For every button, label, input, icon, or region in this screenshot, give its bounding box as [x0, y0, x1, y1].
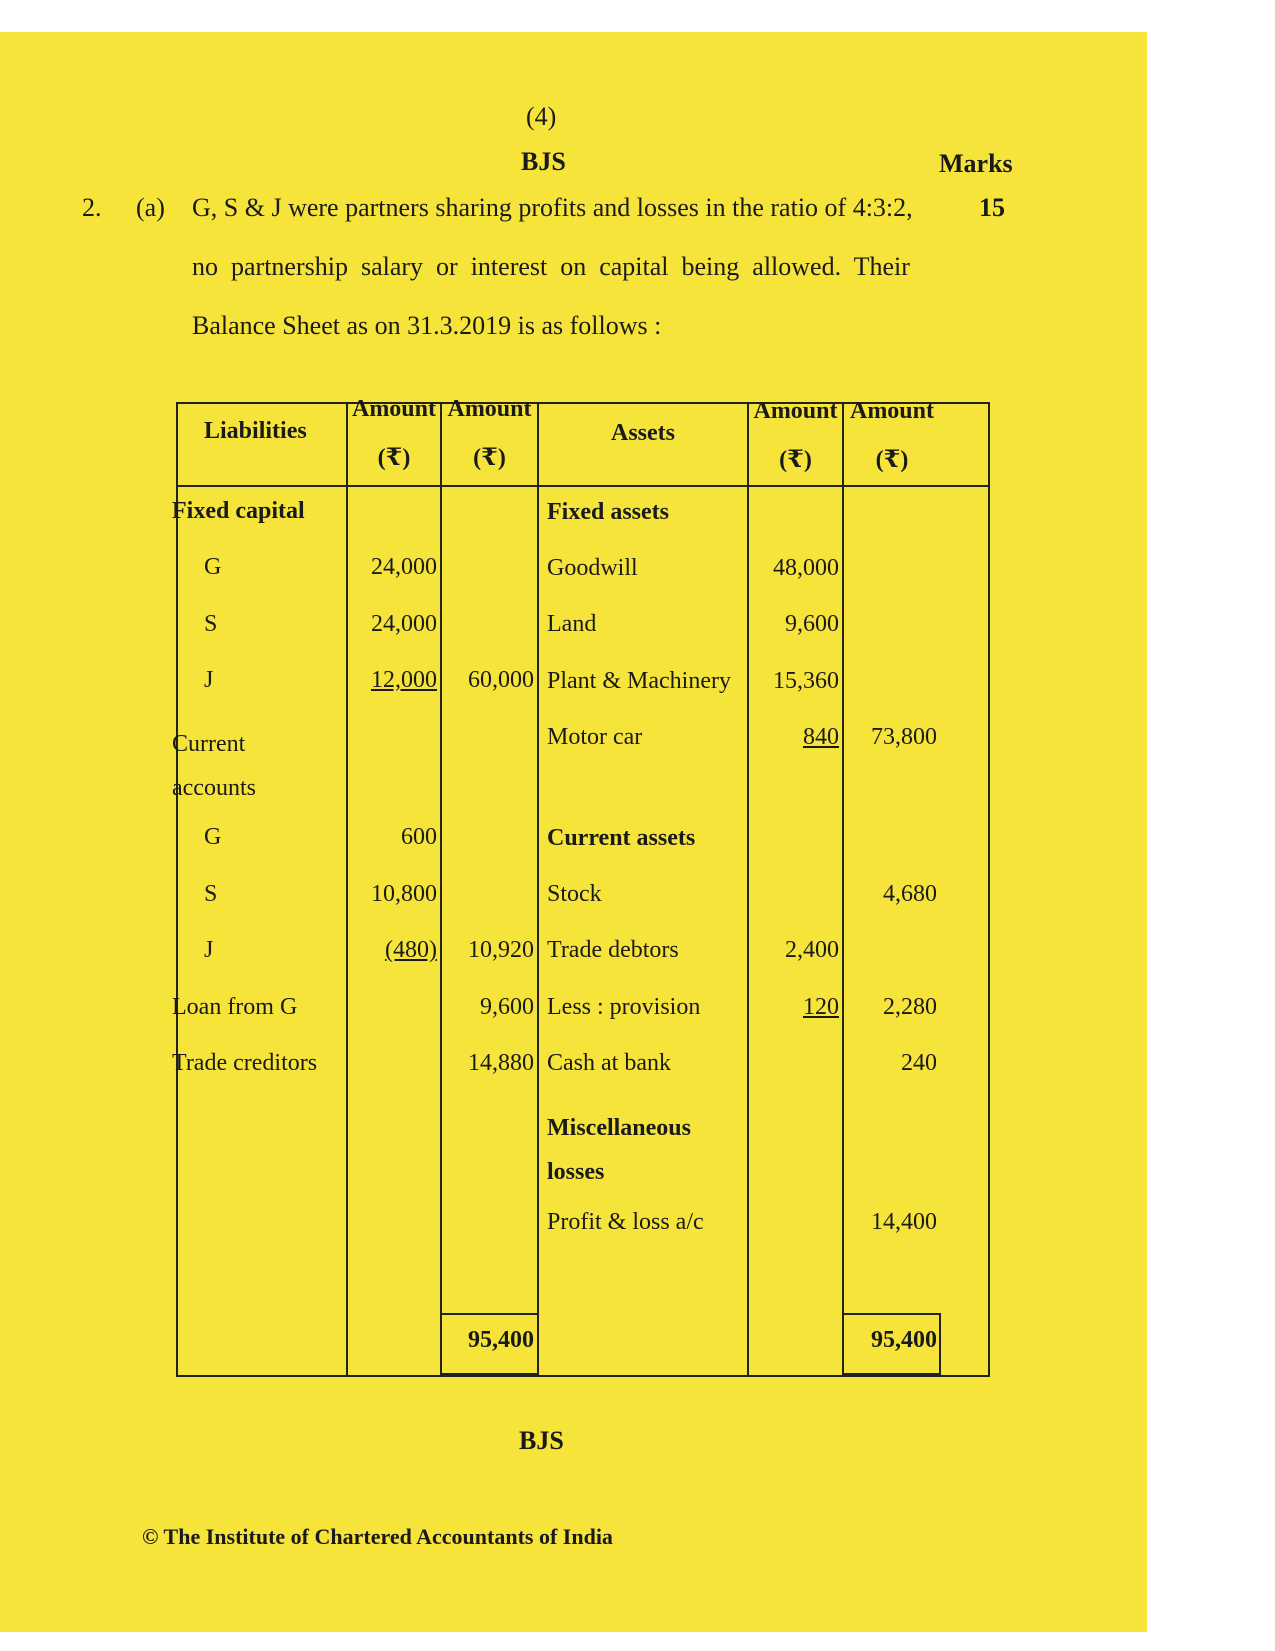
question-text-line-1: G, S & J were partners sharing profits and losses in the ratio of 4:3:2,	[192, 193, 913, 222]
asset-amount-1: 48,000	[773, 555, 839, 581]
asset-amount-2: 14,400	[871, 1209, 937, 1235]
asset-amount-2: 4,680	[883, 881, 937, 907]
page-number: (4)	[526, 102, 557, 131]
liability-label: Fixed capital	[172, 498, 305, 524]
liability-amount-1: 12,000	[371, 667, 437, 693]
liability-amount-1: (480)	[385, 937, 437, 963]
question-part: (a)	[136, 193, 165, 222]
liability-amount-2: 9,600	[480, 994, 534, 1020]
header-amount-2: Amount	[447, 396, 532, 422]
question-marks: 15	[979, 193, 1005, 222]
asset-amount-1: 2,400	[785, 937, 839, 963]
total-box-left	[440, 1313, 539, 1375]
liability-label: Loan from G	[172, 994, 298, 1020]
header-liabilities: Liabilities	[204, 418, 307, 444]
liability-amount-1: 24,000	[371, 611, 437, 637]
liability-label: J	[204, 937, 214, 963]
liability-label: G	[204, 824, 222, 850]
asset-amount-1: 9,600	[785, 611, 839, 637]
liability-amount-1: 600	[401, 824, 437, 850]
asset-label: Goodwill	[547, 555, 638, 581]
header-rupee-4: (₹)	[875, 447, 909, 473]
liability-amount-2: 14,880	[468, 1050, 534, 1076]
liability-label: J	[204, 667, 214, 693]
asset-amount-1: 120	[803, 994, 839, 1020]
footer-code: BJS	[519, 1426, 564, 1455]
copyright-notice: © The Institute of Chartered Accountants of India	[142, 1524, 613, 1549]
liability-label: Current accounts	[172, 731, 256, 801]
asset-label: Motor car	[547, 724, 643, 750]
liability-amount-2: 10,920	[468, 937, 534, 963]
total-box-right	[842, 1313, 941, 1375]
balance-sheet-table	[172, 396, 990, 1377]
column-divider	[747, 404, 749, 1375]
asset-amount-2: 2,280	[883, 994, 937, 1020]
header-assets: Assets	[611, 420, 675, 446]
asset-amount-1: 15,360	[773, 668, 839, 694]
liability-label: G	[204, 554, 222, 580]
asset-amount-2: 240	[901, 1050, 937, 1076]
question-number: 2.	[82, 193, 102, 222]
total-assets: 95,400	[871, 1327, 937, 1353]
asset-label: Stock	[547, 881, 602, 907]
asset-amount-1: 840	[803, 724, 839, 750]
total-liabilities: 95,400	[468, 1327, 534, 1353]
asset-label: Land	[547, 611, 597, 637]
liability-label: S	[204, 611, 218, 637]
liability-amount-1: 10,800	[371, 881, 437, 907]
header-rupee-1: (₹)	[377, 445, 411, 471]
asset-label: Profit & loss a/c	[547, 1209, 704, 1235]
column-divider	[440, 404, 442, 1375]
asset-label: Trade debtors	[547, 937, 679, 963]
question-text-line-3: Balance Sheet as on 31.3.2019 is as follows :	[192, 311, 662, 340]
header-amount-1: Amount	[351, 396, 436, 422]
asset-label: Miscellaneous losses	[547, 1115, 691, 1185]
asset-label: Fixed assets	[547, 499, 669, 525]
header-divider	[178, 485, 988, 487]
asset-amount-2: 73,800	[871, 724, 937, 750]
liability-label: Trade creditors	[172, 1050, 318, 1076]
header-amount-4: Amount	[849, 398, 934, 424]
asset-label: Plant & Machinery	[547, 668, 731, 694]
liability-amount-1: 24,000	[371, 554, 437, 580]
asset-label: Less : provision	[547, 994, 701, 1020]
asset-label: Current assets	[547, 825, 696, 851]
asset-label: Cash at bank	[547, 1050, 671, 1076]
paper-code: BJS	[521, 147, 566, 176]
column-divider	[537, 404, 539, 1375]
liability-label: S	[204, 881, 218, 907]
liability-amount-2: 60,000	[468, 667, 534, 693]
header-amount-3: Amount	[753, 398, 838, 424]
question-text-line-2: no partnership salary or interest on capital being allowed. Their	[192, 252, 910, 281]
marks-label: Marks	[939, 149, 1013, 178]
header-rupee-3: (₹)	[779, 447, 812, 473]
header-rupee-2: (₹)	[473, 445, 506, 471]
